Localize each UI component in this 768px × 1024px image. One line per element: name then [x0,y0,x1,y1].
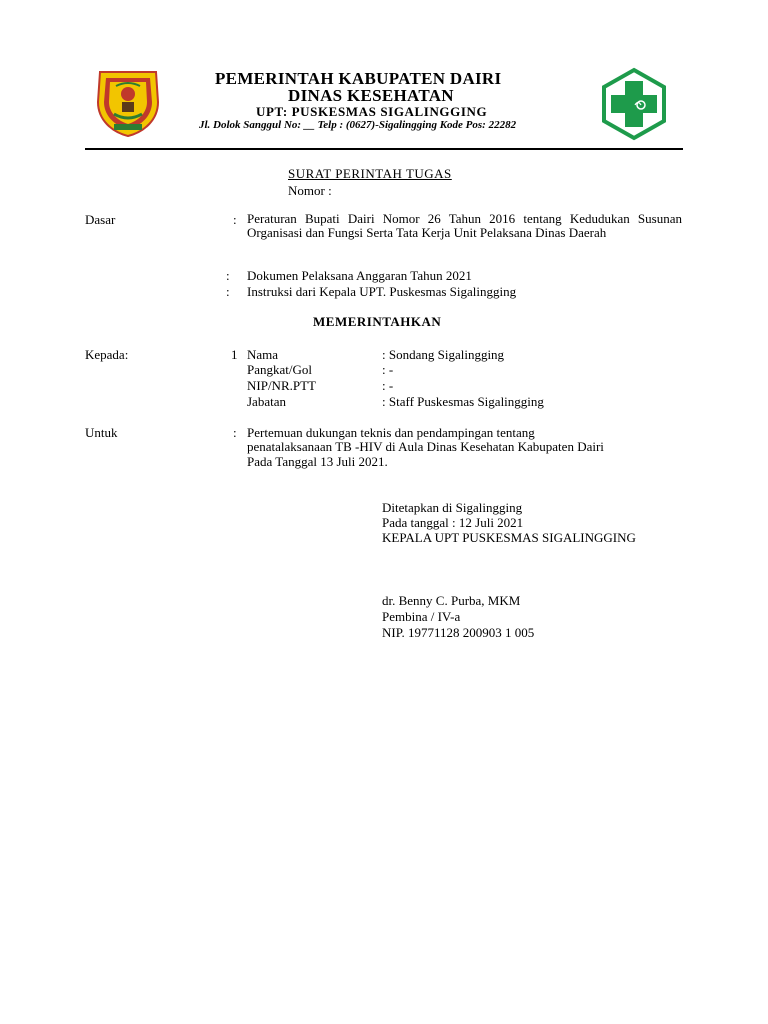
field-value-jabatan: : Staff Puskesmas Sigalingging [382,394,544,409]
field-value-nip: : - [382,378,394,393]
kepada-label: Kepada: [85,347,129,362]
signature-date: Pada tanggal : 12 Juli 2021 [382,515,524,530]
signature-nip: NIP. 19771128 200903 1 005 [382,625,535,640]
signature-place: Ditetapkan di Sigalingging [382,500,523,515]
untuk-colon: : [233,425,237,440]
letterhead-address: Jl. Dolok Sanggul No: __ Telp : (0627)-Sigalingging Kode Pos: 22282 [199,119,517,131]
field-value-nama: : Sondang Sigalingging [382,347,505,362]
untuk-line-3: Pada Tanggal 13 Juli 2021. [247,454,388,469]
dasar-item-2: Dokumen Pelaksana Anggaran Tahun 2021 [247,268,472,283]
dasar-label: Dasar [85,212,116,227]
field-label-jabatan: Jabatan [247,394,286,409]
signature-name: dr. Benny C. Purba, MKM [382,593,521,608]
dasar-item-2-colon: : [226,268,230,283]
letter-title: SURAT PERINTAH TUGAS [288,166,452,181]
field-label-nip: NIP/NR.PTT [247,378,316,393]
kepada-number: 1 [231,347,238,362]
untuk-line-1: Pertemuan dukungan teknis dan pendampingan tentang [247,425,535,440]
dasar-item-3-colon: : [226,284,230,299]
field-value-pangkat: : - [382,362,394,377]
field-label-nama: Nama [247,347,279,362]
dasar-colon: : [233,212,237,227]
letterhead-divider [85,148,683,150]
health-cross-logo-icon [597,67,671,141]
untuk-label: Untuk [85,425,118,440]
signature-rank: Pembina / IV-a [382,609,461,624]
field-label-pangkat: Pangkat/Gol [247,362,312,377]
signature-position: KEPALA UPT PUSKESMAS SIGALINGGING [382,530,636,545]
dasar-item-3: Instruksi dari Kepala UPT. Puskesmas Sigalingging [247,284,517,299]
command-heading: MEMERINTAHKAN [313,314,442,329]
letterhead-government: PEMERINTAH KABUPATEN DAIRI [215,69,502,88]
letterhead-department: DINAS KESEHATAN [288,86,454,105]
dairi-emblem-icon [92,66,164,138]
dasar-item-1-text: Peraturan Bupati Dairi Nomor 26 Tahun 2016 tentang Kedudukan Susunan Organisasi dan Fungsi Serta Tata Kerja Unit Pelaksana Dinas Daerah [247,211,682,240]
letter-number: Nomor : [288,183,332,198]
untuk-line-2: penatalaksanaan TB -HIV di Aula Dinas Kesehatan Kabupaten Dairi [247,439,604,454]
letterhead-unit: UPT: PUSKESMAS SIGALINGGING [256,104,488,119]
dasar-item-1 [247,212,682,240]
